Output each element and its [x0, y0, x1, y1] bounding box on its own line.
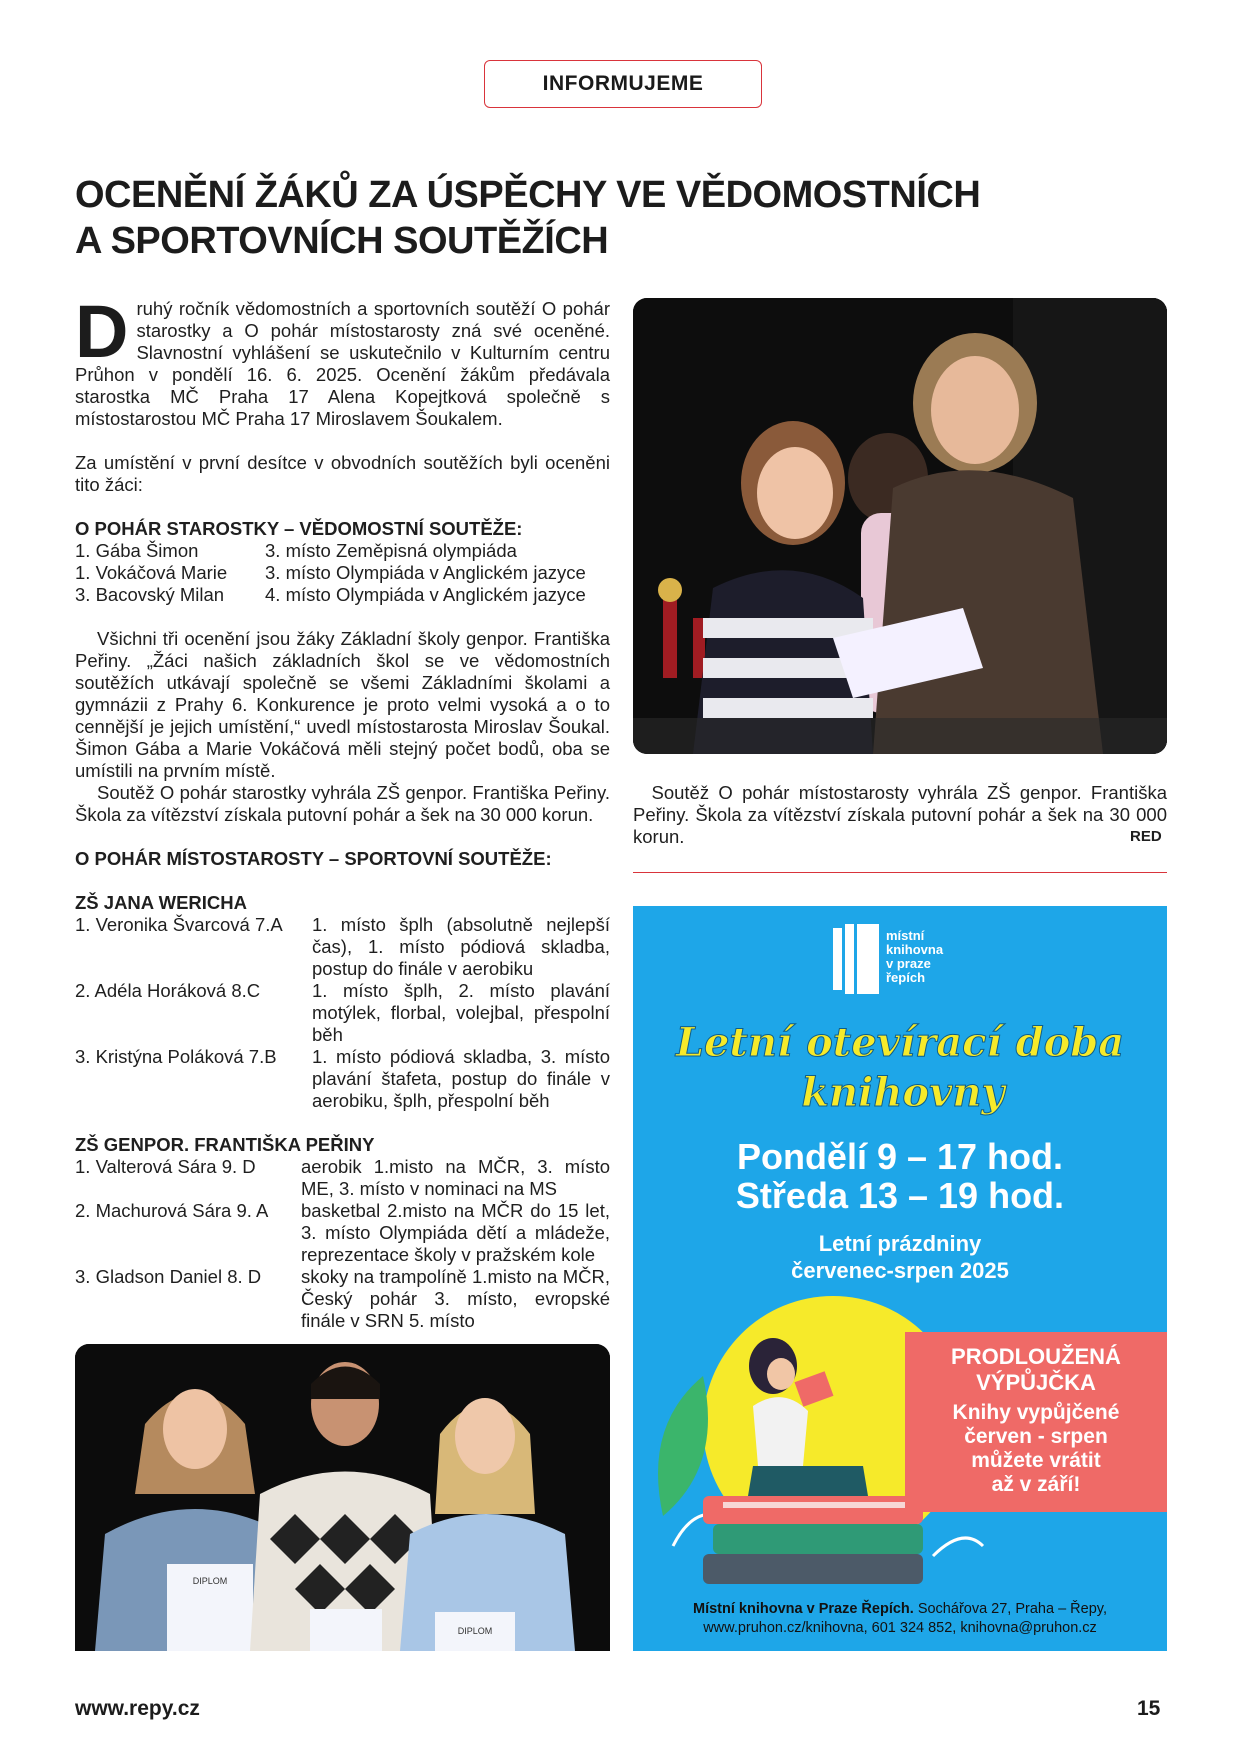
summer-line-2: červenec-srpen 2025: [791, 1258, 1009, 1283]
photo-award-ceremony: [633, 298, 1167, 754]
school-werich-title: ZŠ JANA WERICHA: [75, 892, 247, 913]
promo-line-5: můžete vrátit: [971, 1449, 1101, 1472]
section-title-mayor-cup: O POHÁR STAROSTKY – VĚDOMOSTNÍ SOUTĚŽE:: [75, 518, 523, 539]
photo-students: [75, 1344, 610, 1651]
photo-illustration: [633, 298, 1167, 754]
author-signature: RED: [1130, 828, 1162, 845]
article-title: [75, 172, 1075, 264]
hours-monday: Pondělí 9 – 17 hod.: [736, 1136, 1064, 1177]
logo-line-3: v praze: [886, 956, 931, 971]
section-title-deputy-cup: O POHÁR MÍSTOSTAROSTY – SPORTOVNÍ SOUTĚŽE:: [75, 848, 552, 869]
divider: [633, 872, 1167, 873]
winner-paragraph: Soutěž O pohár starostky vyhrála ZŠ genpor. Františka Peřiny. Škola za vítězství získala putovní pohár a šek na 30 000 korun.: [75, 782, 610, 825]
promo-line-2: VÝPŮJČKA: [976, 1370, 1096, 1395]
mayor-cup-results: 1. Gába Šimon 3. místo Zeměpisná olympiáda 1. Vokáčová Marie 3. místo Olympiáda v Anglickém jazyce 3. Bacovský Milan 4. místo Olympiáda v Anglickém jazyce: [75, 540, 586, 605]
school-periny-title: ZŠ GENPOR. FRANTIŠKA PEŘINY: [75, 1134, 375, 1155]
title-line-1: OCENĚNÍ ŽÁKŮ ZA ÚSPĚCHY VE VĚDOMOSTNÍCH: [75, 174, 981, 216]
diploma-1-label: DIPLOM: [192, 1576, 228, 1586]
summer-line-1: Letní prázdniny: [818, 1231, 982, 1256]
article-body: [75, 290, 610, 1332]
promo-line-1: PRODLOUŽENÁ: [951, 1344, 1121, 1369]
drop-cap: D: [75, 290, 129, 373]
awards-intro: Za umístění v první desítce v obvodních soutěžích byli oceněni tito žáci:: [75, 452, 610, 495]
logo-line-2: knihovna: [886, 942, 944, 957]
library-advertisement: [633, 906, 1167, 1651]
logo-line-4: řepích: [886, 970, 926, 985]
quote-paragraph: Všichni tři ocenění jsou žáky Základní školy genpor. Františka Peřiny. „Žáci našich základních škol se ve vědomostních soutěžích utkávají společně se všemi Základními školami a gymnázii z Prahy 6. Konkurence je proto velmi vysoká a o to cennější je jejich umístění,“ uvedl místostarosta Miroslav Šoukal. Šimon Gába a Marie Vokáčová měli stejný počet bodů, oba se umístili na prvním místě.: [75, 628, 610, 781]
intro-paragraph: Druhý ročník vědomostních a sportovních soutěží O pohár starostky a O pohár místostarosty zná své oceněné. Slavnostní vyhlášení se uskutečnilo v Kulturním centru Průhon v pondělí 16. 6. 2025. Ocenění žákům předávala starostka MČ Praha 17 Alena Kopejtková společně s místostarostou MČ Praha 17 Miroslavem Šoukalem.: [75, 290, 610, 429]
promo-line-4: červen - srpen: [964, 1425, 1108, 1448]
werich-results: 1. Veronika Švarcová 7.A 1. místo šplh (absolutně nejlepší čas), 1. místo pódiová skladba, postup do finále v aerobiku 2. Adéla Horáková 8.C 1. místo šplh, 2. místo plavání motýlek, florbal, volejbal, přespolní běh 3. Kristýna Poláková 7.B 1. místo pódiová skladba, 3. místo plavání štafeta, postup do finále v aerobiku, šplh, přespolní běh: [75, 914, 610, 1111]
section-badge: INFORMUJEME: [484, 60, 762, 108]
footer-url[interactable]: www.repy.cz: [75, 1697, 200, 1720]
ad-address: Místní knihovna v Praze Řepích. Sochářova 27, Praha – Řepy,: [693, 1601, 1107, 1617]
ad-graphics: [633, 906, 1167, 1651]
ad-contact: www.pruhon.cz/knihovna, 601 324 852, knihovna@pruhon.cz: [703, 1620, 1097, 1636]
students-illustration: [75, 1344, 610, 1651]
page-number: 15: [1137, 1697, 1161, 1720]
ad-script-line-2: knihovny: [801, 1069, 1005, 1116]
hours-wednesday: Středa 13 – 19 hod.: [735, 1175, 1065, 1216]
title-line-2: A SPORTOVNÍCH SOUTĚŽÍCH: [75, 220, 609, 262]
logo-line-1: místní: [886, 928, 925, 943]
diploma-3-label: DIPLOM: [457, 1626, 493, 1636]
ad-script-line-1: Letní otevírací doba: [675, 1019, 1125, 1066]
book-icon: [703, 1496, 923, 1524]
periny-results: 1. Valterová Sára 9. D aerobik 1.misto na MČR, 3. místo ME, 3. místo v nominaci na MS 2. Machurová Sára 9. A basketbal 2.misto na MČR do 15 let, 3. místo Olympiáda dětí a mládeže, reprezentace školy v pražském kole 3. Gladson Daniel 8. D skoky na trampolíně 1.misto na MČR, Český pohár 3. místo, evropské finále v SRN 5. místo: [75, 1156, 610, 1331]
promo-line-3: Knihy vypůjčené: [952, 1401, 1120, 1424]
photo-caption: Soutěž O pohár místostarosty vyhrála ZŠ genpor. Františka Peřiny. Škola za vítězství získala putovní pohár a šek na 30 000 korun.: [633, 782, 1167, 847]
promo-line-6: až v září!: [991, 1473, 1081, 1496]
